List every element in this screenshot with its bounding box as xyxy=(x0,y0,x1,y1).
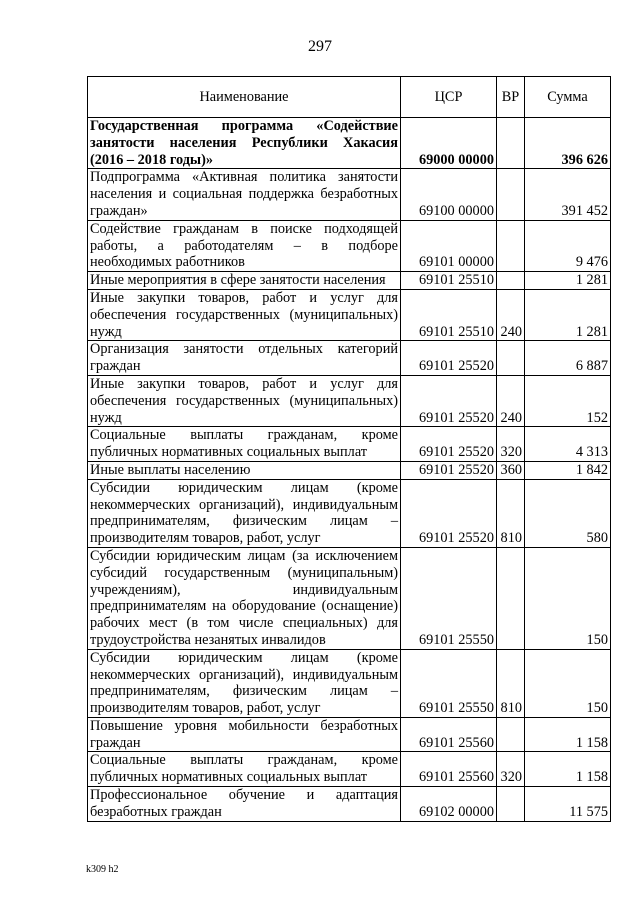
row-csr-cell: 69101 00000 xyxy=(401,220,497,271)
table-row xyxy=(88,272,611,290)
table-row xyxy=(88,547,611,649)
row-csr-cell: 69101 25550 xyxy=(401,649,497,717)
row-name-cell: Содействие гражданам в поиске подходящей работы, а работодателям – в подборе необходимых работников xyxy=(88,220,401,271)
row-sum-cell: 150 xyxy=(525,547,611,649)
table-body xyxy=(88,118,611,822)
header-name: Наименование xyxy=(88,77,401,118)
row-vr-cell xyxy=(497,272,525,290)
row-csr-cell: 69101 25510 xyxy=(401,272,497,290)
row-vr-cell: 810 xyxy=(497,649,525,717)
row-name-cell: Субсидии юридическим лицам (кроме некоммерческих организаций), индивидуальным предпринимателям, физическим лицам – производителям товаров, работ, услуг xyxy=(88,649,401,717)
row-csr-cell: 69101 25520 xyxy=(401,341,497,376)
table-row xyxy=(88,649,611,717)
row-csr-cell: 69101 25520 xyxy=(401,479,497,547)
row-sum-cell: 391 452 xyxy=(525,169,611,220)
row-sum-cell: 1 842 xyxy=(525,461,611,479)
row-name-cell: Субсидии юридическим лицам (за исключением субсидий государственным (муниципальным) учреждениям), индивидуальным предпринимателям на оборудование (оснащение) рабочих мест (в том числе специальных) для трудоустройства незанятых инвалидов xyxy=(88,547,401,649)
row-sum-cell: 1 281 xyxy=(525,289,611,340)
row-csr-cell: 69101 25560 xyxy=(401,752,497,787)
row-sum-cell: 1 281 xyxy=(525,272,611,290)
row-csr-cell: 69102 00000 xyxy=(401,787,497,822)
row-vr-cell: 240 xyxy=(497,375,525,426)
row-vr-cell: 360 xyxy=(497,461,525,479)
row-vr-cell xyxy=(497,717,525,752)
row-vr-cell xyxy=(497,118,525,169)
row-sum-cell: 152 xyxy=(525,375,611,426)
row-vr-cell: 320 xyxy=(497,752,525,787)
row-csr-cell: 69101 25520 xyxy=(401,461,497,479)
table-row xyxy=(88,341,611,376)
row-csr-cell: 69000 00000 xyxy=(401,118,497,169)
row-vr-cell: 320 xyxy=(497,427,525,462)
table-row xyxy=(88,752,611,787)
row-vr-cell xyxy=(497,547,525,649)
row-vr-cell xyxy=(497,220,525,271)
row-sum-cell: 150 xyxy=(525,649,611,717)
row-name-cell: Организация занятости отдельных категорий граждан xyxy=(88,341,401,376)
row-sum-cell: 9 476 xyxy=(525,220,611,271)
row-csr-cell: 69101 25520 xyxy=(401,427,497,462)
row-sum-cell: 1 158 xyxy=(525,717,611,752)
table-row xyxy=(88,220,611,271)
header-sum: Сумма xyxy=(525,77,611,118)
table-row xyxy=(88,427,611,462)
row-vr-cell: 810 xyxy=(497,479,525,547)
row-name-cell: Повышение уровня мобильности безработных граждан xyxy=(88,717,401,752)
table-header-row xyxy=(88,77,611,118)
table-row xyxy=(88,479,611,547)
row-csr-cell: 69101 25560 xyxy=(401,717,497,752)
row-sum-cell: 11 575 xyxy=(525,787,611,822)
budget-table xyxy=(87,76,611,822)
row-name-cell: Государственная программа «Содействие занятости населения Республики Хакасия (2016 – 2018 годы)» xyxy=(88,118,401,169)
row-name-cell: Иные выплаты населению xyxy=(88,461,401,479)
table-row xyxy=(88,787,611,822)
table-row xyxy=(88,375,611,426)
row-name-cell: Социальные выплаты гражданам, кроме публичных нормативных социальных выплат xyxy=(88,752,401,787)
row-csr-cell: 69101 25510 xyxy=(401,289,497,340)
row-sum-cell: 396 626 xyxy=(525,118,611,169)
row-csr-cell: 69101 25550 xyxy=(401,547,497,649)
row-vr-cell: 240 xyxy=(497,289,525,340)
row-csr-cell: 69101 25520 xyxy=(401,375,497,426)
row-name-cell: Иные закупки товаров, работ и услуг для обеспечения государственных (муниципальных) нужд xyxy=(88,375,401,426)
row-vr-cell xyxy=(497,169,525,220)
table-row xyxy=(88,169,611,220)
page-number: 297 xyxy=(308,38,332,55)
row-sum-cell: 4 313 xyxy=(525,427,611,462)
footer-code: k309 h2 xyxy=(86,864,119,875)
row-name-cell: Субсидии юридическим лицам (кроме некоммерческих организаций), индивидуальным предпринимателям, физическим лицам – производителям товаров, работ, услуг xyxy=(88,479,401,547)
row-sum-cell: 6 887 xyxy=(525,341,611,376)
row-vr-cell xyxy=(497,341,525,376)
row-name-cell: Иные мероприятия в сфере занятости населения xyxy=(88,272,401,290)
header-vr: ВР xyxy=(497,77,525,118)
row-name-cell: Иные закупки товаров, работ и услуг для обеспечения государственных (муниципальных) нужд xyxy=(88,289,401,340)
row-name-cell: Социальные выплаты гражданам, кроме публичных нормативных социальных выплат xyxy=(88,427,401,462)
header-csr: ЦСР xyxy=(401,77,497,118)
table-row xyxy=(88,717,611,752)
row-name-cell: Подпрограмма «Активная политика занятости населения и социальная поддержка безработных граждан» xyxy=(88,169,401,220)
row-sum-cell: 580 xyxy=(525,479,611,547)
row-csr-cell: 69100 00000 xyxy=(401,169,497,220)
table-row xyxy=(88,461,611,479)
row-vr-cell xyxy=(497,787,525,822)
row-name-cell: Профессиональное обучение и адаптация безработных граждан xyxy=(88,787,401,822)
row-sum-cell: 1 158 xyxy=(525,752,611,787)
table-row xyxy=(88,118,611,169)
table-row xyxy=(88,289,611,340)
